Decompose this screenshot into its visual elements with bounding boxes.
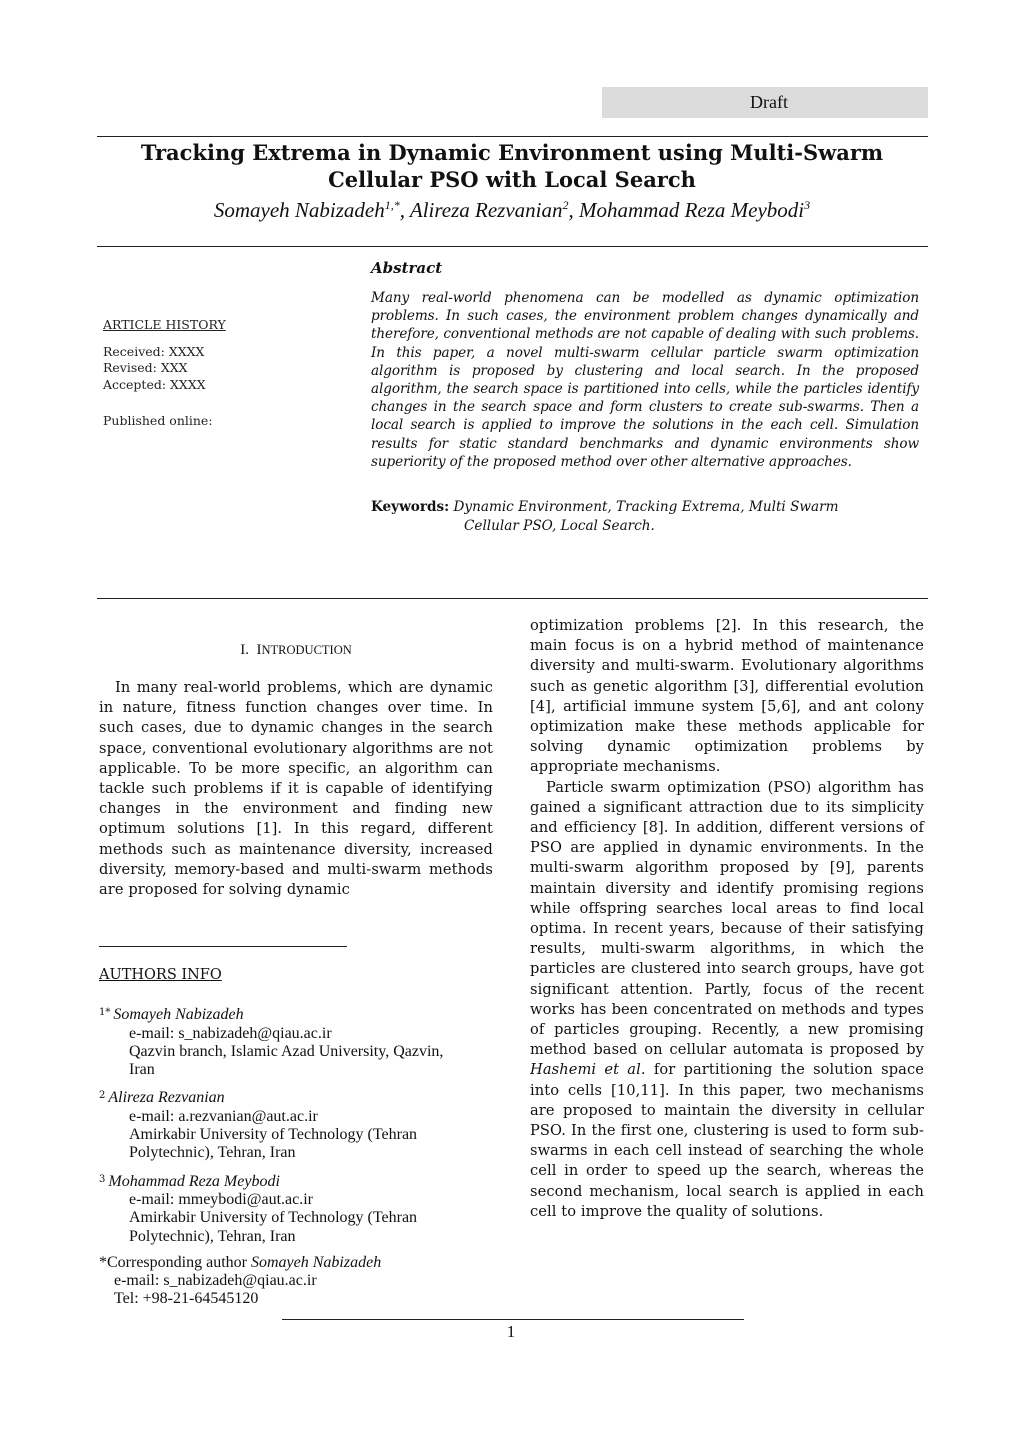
paper-title-line-1: Tracking Extrema in Dynamic Environment using Multi-Swarm bbox=[140, 140, 884, 165]
header-divider bbox=[97, 246, 928, 247]
author-number: 3 bbox=[99, 1173, 106, 1185]
author-number: 1* bbox=[99, 1007, 111, 1019]
corresponding-phone: Tel: +98-21-64545120 bbox=[114, 1290, 259, 1308]
author-info-entry bbox=[99, 1171, 499, 1246]
corresponding-email: e-mail: s_nabizadeh@qiau.ac.ir bbox=[114, 1272, 317, 1290]
footer-rule bbox=[282, 1319, 744, 1320]
author-name: Somayeh Nabizadeh bbox=[213, 198, 385, 222]
keywords-label: Keywords: bbox=[371, 499, 450, 515]
section-heading bbox=[99, 642, 493, 659]
keywords bbox=[371, 498, 919, 535]
body-column-left bbox=[99, 678, 493, 900]
author-info-name: Mohammad Reza Meybodi bbox=[108, 1172, 280, 1190]
author-info-entry bbox=[99, 1087, 499, 1162]
author-info-entry bbox=[99, 1004, 499, 1079]
keywords-line-2: Cellular PSO, Local Search. bbox=[464, 517, 655, 534]
corresponding-label: *Corresponding author bbox=[99, 1253, 251, 1271]
author-info-name: Somayeh Nabizadeh bbox=[113, 1006, 244, 1024]
author-affiliation-mark: 3 bbox=[804, 198, 811, 212]
footnote-rule bbox=[99, 946, 347, 947]
draft-label: Draft bbox=[602, 87, 928, 118]
pso-paragraph-text-end: for partitioning the solution space into cells [10,11]. In this paper, two mechanisms are proposed to maintain the diversity in cellular PSO. In the first one, clustering is used to form sub-swarms in each cell instead of searching the whole cell in order to speed up the search, whereas the second mechanism, local search is applied in each cell to improve the quality of solutions. bbox=[530, 1061, 924, 1220]
author-affiliation: Amirkabir University of Technology (Tehran bbox=[129, 1209, 418, 1227]
keywords-line-1: Dynamic Environment, Tracking Extrema, Multi Swarm bbox=[453, 499, 839, 515]
author-number: 2 bbox=[99, 1090, 106, 1102]
authors-info-heading: AUTHORS INFO bbox=[99, 967, 222, 983]
author-affiliation: Polytechnic), Tehran, Iran bbox=[129, 1227, 296, 1245]
section-title-initial: I bbox=[256, 642, 262, 658]
author-affiliation-mark: 1,* bbox=[384, 198, 400, 212]
author-name: Alireza Rezvanian bbox=[409, 198, 563, 222]
paper-title-line-2: Cellular PSO with Local Search bbox=[328, 167, 696, 192]
abstract-heading: Abstract bbox=[371, 259, 443, 277]
article-history bbox=[103, 317, 226, 430]
pso-paragraph-text: Particle swarm optimization (PSO) algorithm has gained a significant attraction due to its simplicity and efficiency [8]. In addition, different versions of PSO are applied in dynamic environments. In the multi-swarm algorithm proposed by [9], parents maintain diversity and identify promising regions while offspring searches local areas to find local optima. In recent years, because of their satisfying results, multi-swarm algorithms, in which the particles are clustered into search groups, have got significant attention. Partly, focus of the recent works has been concentrated on methods and types of particles grouping. Recently, a new promising method based on cellular automata is proposed by bbox=[530, 778, 924, 1059]
author-affiliation: Polytechnic), Tehran, Iran bbox=[129, 1144, 296, 1162]
pso-paragraph bbox=[530, 778, 924, 1222]
author-affiliation: Qazvin branch, Islamic Azad University, Qazvin, bbox=[129, 1042, 444, 1060]
author-affiliation: Iran bbox=[129, 1061, 155, 1079]
section-title-rest: NTRODUCTION bbox=[261, 643, 352, 657]
author-email: e-mail: mmeybodi@aut.ac.ir bbox=[129, 1190, 314, 1208]
author-name: Mohammad Reza Meybodi bbox=[579, 198, 805, 222]
corresponding-name: Somayeh Nabizadeh bbox=[250, 1253, 382, 1271]
top-rule bbox=[97, 136, 928, 137]
intro-paragraph-continued: optimization problems [2]. In this research, the main focus is on a hybrid method of maintenance diversity and multi-swarm. Evolutionary algorithms such as genetic algorithm [3], differential evolution [4], artificial immune system [5,6], and ant colony optimization make these methods applicable for solving dynamic optimization problems by appropriate mechanisms. bbox=[530, 617, 924, 776]
author-email: e-mail: a.rezvanian@aut.ac.ir bbox=[129, 1107, 318, 1125]
author-affiliation-mark: 2 bbox=[562, 198, 569, 212]
received-date: Received: XXXX bbox=[103, 343, 205, 359]
citation-italic: Hashemi et al. bbox=[530, 1061, 646, 1079]
published-online: Published online: bbox=[103, 413, 213, 428]
section-numeral: I. bbox=[240, 642, 249, 658]
author-email: e-mail: s_nabizadeh@qiau.ac.ir bbox=[129, 1024, 332, 1042]
corresponding-author bbox=[99, 1254, 499, 1309]
article-history-heading: ARTICLE HISTORY bbox=[103, 317, 226, 332]
author-info-name: Alireza Rezvanian bbox=[108, 1089, 225, 1107]
author-list: Somayeh Nabizadeh$^{1,*}$, Alireza Rezvanian$^2$, Mohammad Reza Meybodi$^3$ bbox=[213, 198, 811, 222]
body-column-right bbox=[530, 616, 924, 1222]
authors-info bbox=[99, 966, 499, 1309]
abstract-text: Many real-world phenomena can be modelled as dynamic optimization problems. In such cases, the environment problem changes dynamically and therefore, conventional methods are not capable of dealing with such problems. In this paper, a novel multi-swarm cellular particle swarm optimization algorithm is proposed by clustering and local search. In the proposed algorithm, the search space is partitioned into cells, while the particles identify changes in the search space and form clusters to create sub-swarms. Then a local search is applied to improve the solutions in the each cell. Simulation results for static standard benchmarks and dynamic environments show superiority of the proposed method over other alternative approaches. bbox=[371, 290, 919, 470]
revised-date: Revised: XXX bbox=[103, 360, 188, 375]
accepted-date: Accepted: XXXX bbox=[103, 376, 206, 392]
intro-paragraph: In many real-world problems, which are dynamic in nature, fitness function changes over time. In such cases, due to dynamic changes in the search space, conventional evolutionary algorithms are not applicable. To be more specific, an algorithm can tackle such problems if it is capable of identifying changes in the environment and finding new optimum solutions [1]. In this regard, different methods such as maintenance diversity, increased diversity, memory-based and multi-swarm methods are proposed for solving dynamic bbox=[99, 679, 493, 899]
author-affiliation: Amirkabir University of Technology (Tehran bbox=[129, 1126, 418, 1144]
paper-title bbox=[120, 139, 904, 193]
page-number: 1 bbox=[506, 1322, 516, 1341]
abstract-divider bbox=[97, 598, 928, 599]
